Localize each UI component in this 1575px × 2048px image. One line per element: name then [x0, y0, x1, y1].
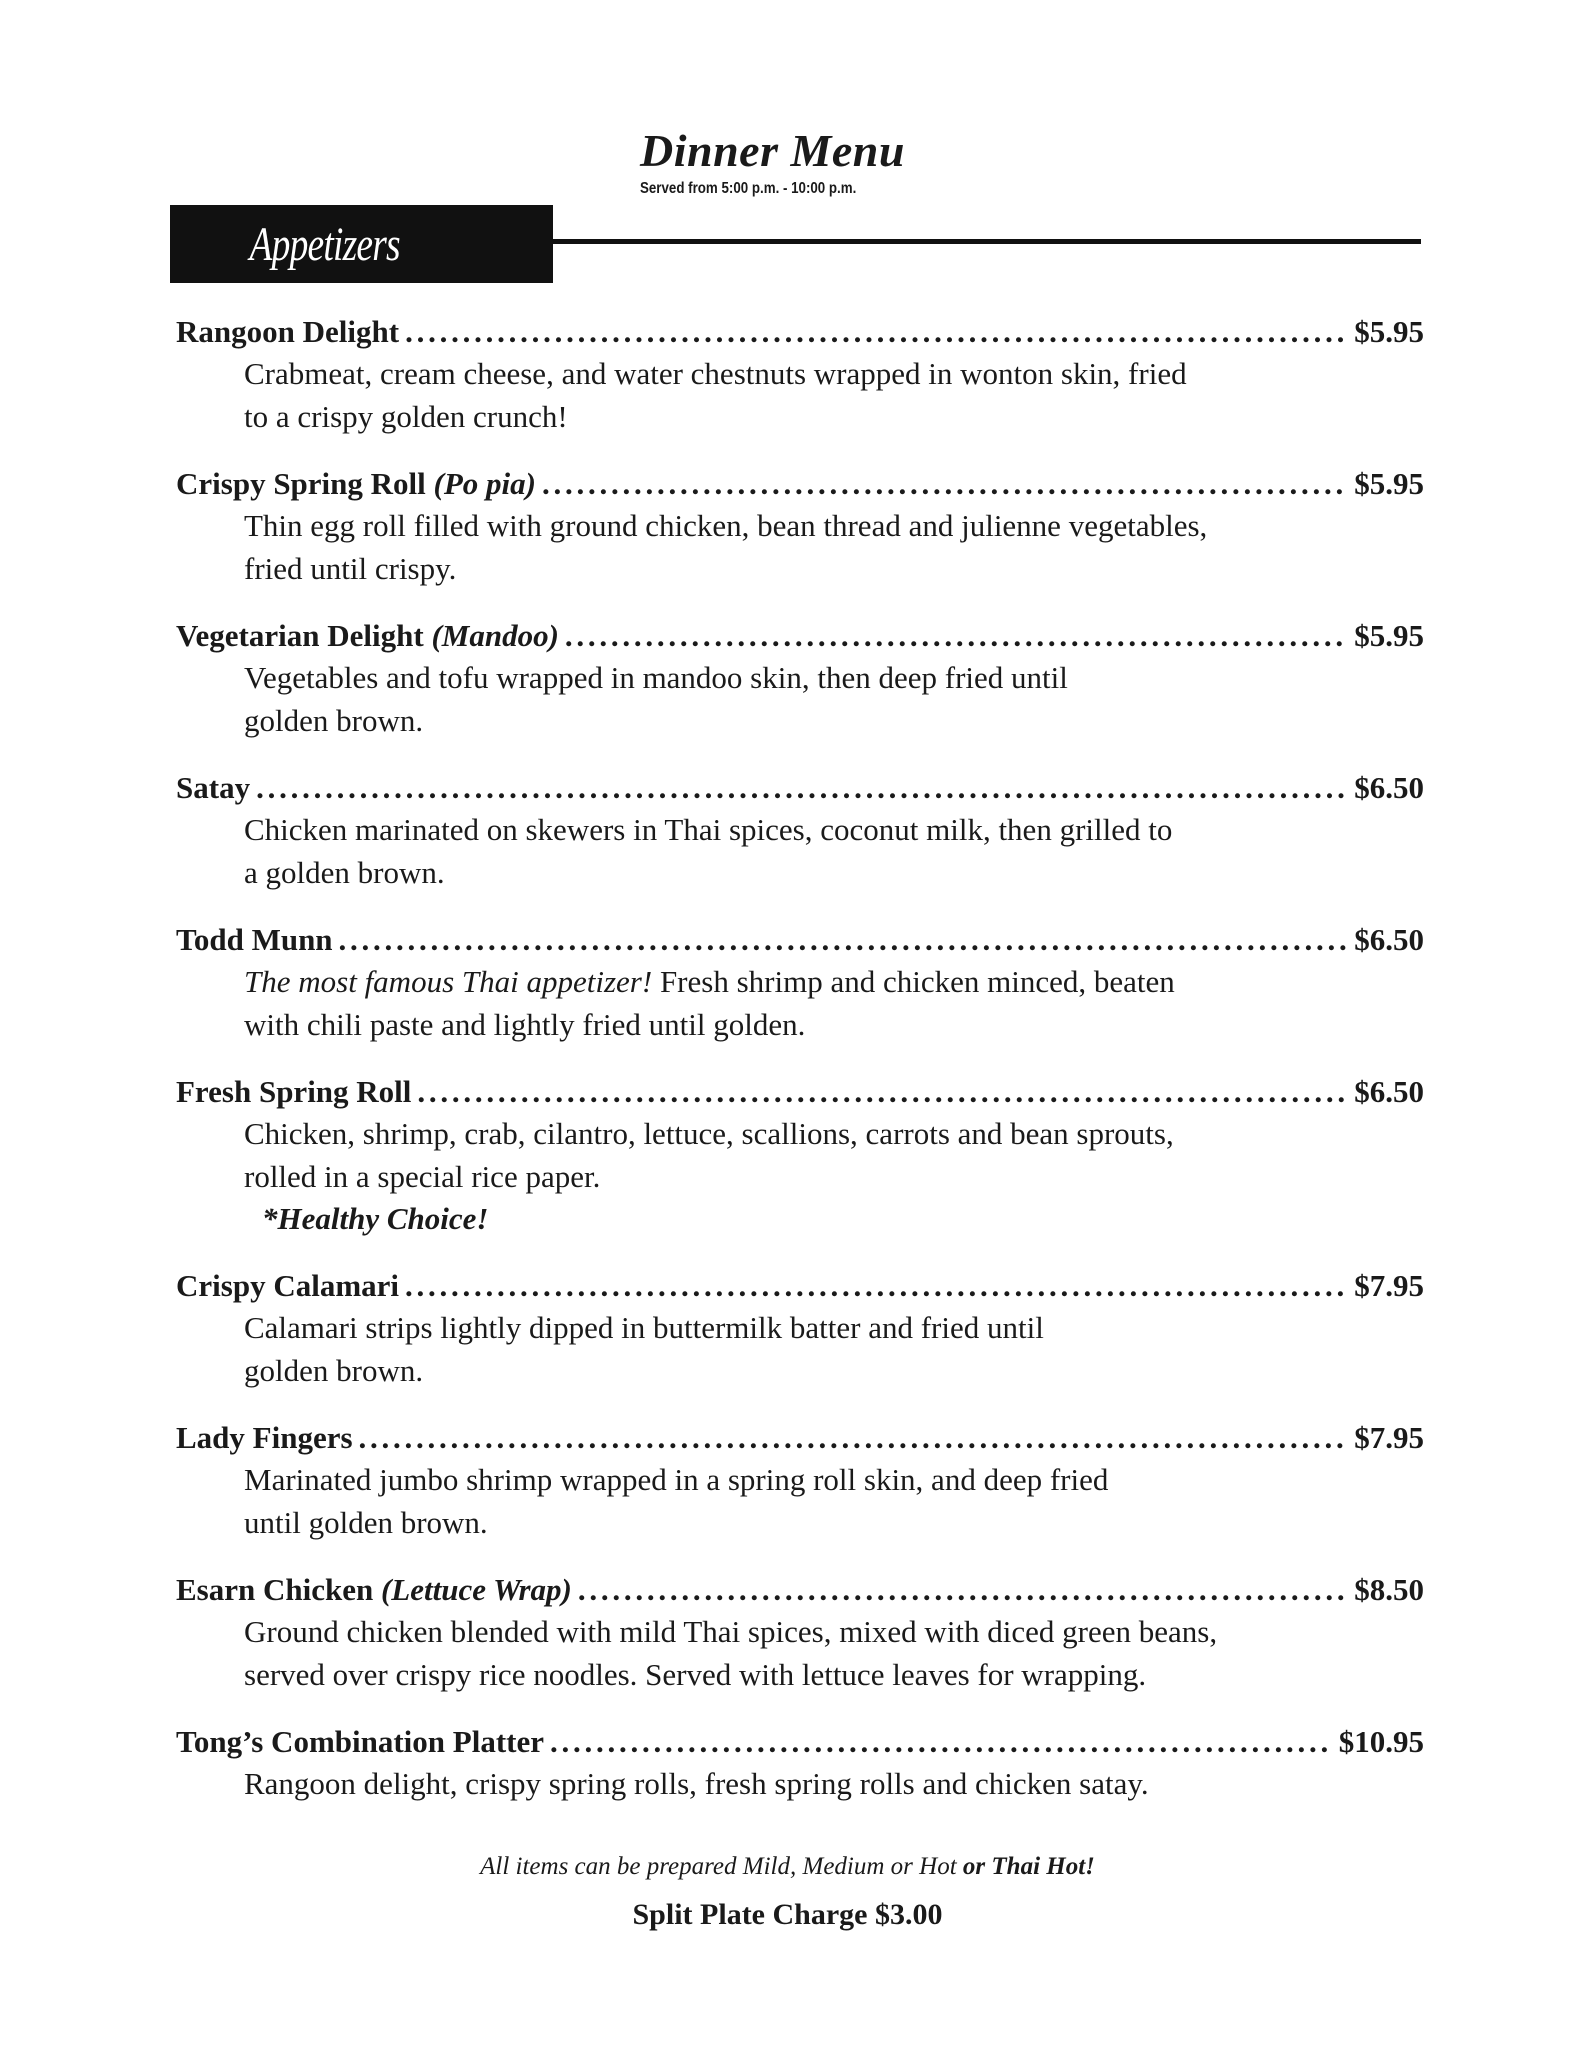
- description-lead: The most famous Thai appetizer!: [244, 964, 653, 999]
- menu-item-alt-name: (Po pia): [433, 466, 536, 501]
- menu-item-price: $6.50: [1354, 922, 1424, 957]
- description-text: Rangoon delight, crispy spring rolls, fresh spring rolls and chicken satay.: [244, 1766, 1149, 1801]
- menu-item-name: [176, 1722, 544, 1762]
- description-line: [244, 1349, 1424, 1392]
- menu-item-description: [176, 504, 1424, 590]
- menu-item-note: *Healthy Choice!: [262, 1201, 489, 1236]
- description-line: [244, 1112, 1424, 1155]
- description-text: Ground chicken blended with mild Thai spices, mixed with diced green beans,: [244, 1614, 1218, 1649]
- description-line: [244, 656, 1424, 699]
- menu-item: [176, 312, 1424, 438]
- menu-item-price: $10.95: [1338, 1724, 1424, 1759]
- menu-item-name-text: Esarn Chicken: [176, 1572, 381, 1607]
- menu-item-header: [176, 768, 1424, 808]
- menu-item-description: [176, 1610, 1424, 1696]
- menu-item-alt-name: (Mandoo): [431, 618, 559, 653]
- description-text: golden brown.: [244, 1353, 424, 1388]
- description-text: to a crispy golden crunch!: [244, 399, 568, 434]
- description-line: [244, 808, 1424, 851]
- menu-item-name: [176, 464, 536, 504]
- menu-item-price: $6.50: [1354, 770, 1424, 805]
- description-line: [244, 1458, 1424, 1501]
- description-line: [244, 395, 1424, 438]
- description-line: [244, 547, 1424, 590]
- dot-leader: [542, 464, 1348, 504]
- menu-item-name-text: Satay: [176, 770, 251, 805]
- description-line: [244, 960, 1424, 1003]
- menu-item-description: [176, 352, 1424, 438]
- menu-item-name: [176, 312, 399, 352]
- section-title: Appetizers: [249, 217, 400, 271]
- menu-item-price: $5.95: [1354, 618, 1424, 653]
- menu-item-name: [176, 920, 333, 960]
- description-text: fried until crispy.: [244, 551, 457, 586]
- split-plate-charge: Split Plate Charge $3.00: [632, 1898, 943, 1931]
- description-line: [244, 1306, 1424, 1349]
- menu-item-name-text: Rangoon Delight: [176, 314, 400, 349]
- section-banner: [170, 205, 553, 283]
- menu-item: [176, 920, 1424, 1046]
- description-line: [244, 352, 1424, 395]
- description-line: [244, 1501, 1424, 1544]
- dot-leader: [405, 312, 1348, 352]
- menu-item-header: [176, 616, 1424, 656]
- menu-item-header: [176, 1266, 1424, 1306]
- menu-item: [176, 1570, 1424, 1696]
- menu-item-name-text: Fresh Spring Roll: [176, 1074, 412, 1109]
- menu-item-name-text: Vegetarian Delight: [176, 618, 432, 653]
- dot-leader: [578, 1570, 1348, 1610]
- menu-item-name: [176, 1072, 411, 1112]
- spice-note-text: All items can be prepared Mild, Medium or Hot: [480, 1853, 957, 1880]
- description-line: [244, 504, 1424, 547]
- menu-item-price: $8.50: [1354, 1572, 1424, 1607]
- menu-header: [640, 125, 960, 198]
- spice-note-or: or: [956, 1853, 992, 1880]
- menu-item-header: [176, 1418, 1424, 1458]
- description-line: [244, 1762, 1424, 1805]
- description-text: Calamari strips lightly dipped in buttermilk batter and fried until: [244, 1310, 1044, 1345]
- dot-leader: [359, 1418, 1349, 1458]
- menu-item-header: [176, 1570, 1424, 1610]
- menu-item-description: [176, 960, 1424, 1046]
- description-text: Marinated jumbo shrimp wrapped in a spring roll skin, and deep fried: [244, 1462, 1109, 1497]
- menu-title: Dinner Menu: [640, 125, 905, 176]
- menu-item-name-text: Tong’s Combination Platter: [176, 1724, 545, 1759]
- menu-item-header: [176, 1072, 1424, 1112]
- menu-item-name: [176, 616, 559, 656]
- menu-item: [176, 464, 1424, 590]
- menu-item-price: $5.95: [1354, 466, 1424, 501]
- section-rule: [553, 239, 1421, 244]
- spice-note: [0, 1853, 1575, 1881]
- description-text: Fresh shrimp and chicken minced, beaten: [659, 964, 1175, 999]
- menu-item-description: [176, 1762, 1424, 1805]
- menu-item-header: [176, 312, 1424, 352]
- description-line: [244, 1610, 1424, 1653]
- dot-leader: [339, 920, 1349, 960]
- menu-item-price: $7.95: [1354, 1268, 1424, 1303]
- menu-item-price: $5.95: [1354, 314, 1424, 349]
- menu-item-header: [176, 1722, 1424, 1762]
- menu-item-description: [176, 1112, 1424, 1198]
- dot-leader: [550, 1722, 1333, 1762]
- menu-item-name: [176, 1418, 353, 1458]
- description-text: Chicken marinated on skewers in Thai spices, coconut milk, then grilled to: [244, 812, 1173, 847]
- description-line: [244, 699, 1424, 742]
- menu-item-description: [176, 1306, 1424, 1392]
- menu-item-description: [176, 656, 1424, 742]
- description-line: [244, 1653, 1424, 1696]
- dot-leader: [417, 1072, 1348, 1112]
- dot-leader: [565, 616, 1348, 656]
- dot-leader: [256, 768, 1348, 808]
- menu-item-name-text: Crispy Spring Roll: [176, 466, 434, 501]
- menu-item-name-text: Todd Munn: [176, 922, 333, 957]
- spice-note-thai-hot: Thai Hot!: [991, 1853, 1095, 1880]
- menu-item-header: [176, 920, 1424, 960]
- menu-item-name: [176, 1570, 572, 1610]
- description-text: with chili paste and lightly fried until golden.: [244, 1007, 806, 1042]
- menu-item: [176, 1418, 1424, 1544]
- description-text: Thin egg roll filled with ground chicken, bean thread and julienne vegetables,: [244, 508, 1208, 543]
- dot-leader: [405, 1266, 1348, 1306]
- description-text: golden brown.: [244, 703, 424, 738]
- menu-hours: Served from 5:00 p.m. - 10:00 p.m.: [640, 180, 857, 197]
- description-line: [244, 851, 1424, 894]
- menu-item: [176, 1266, 1424, 1392]
- menu-item: [176, 768, 1424, 894]
- description-text: rolled in a special rice paper.: [244, 1159, 601, 1194]
- menu-item-name: [176, 1266, 399, 1306]
- appetizer-list: [176, 312, 1424, 1805]
- menu-item-price: $7.95: [1354, 1420, 1424, 1455]
- menu-item-description: [176, 808, 1424, 894]
- menu-item: [176, 616, 1424, 742]
- description-text: served over crispy rice noodles. Served with lettuce leaves for wrapping.: [244, 1657, 1147, 1692]
- description-text: a golden brown.: [244, 855, 445, 890]
- menu-item-alt-name: (Lettuce Wrap): [380, 1572, 572, 1607]
- description-text: Chicken, shrimp, crab, cilantro, lettuce, scallions, carrots and bean sprouts,: [244, 1116, 1174, 1151]
- description-line: [244, 1003, 1424, 1046]
- menu-item-name-text: Lady Fingers: [176, 1420, 353, 1455]
- menu-item-description: [176, 1458, 1424, 1544]
- description-text: Crabmeat, cream cheese, and water chestnuts wrapped in wonton skin, fried: [244, 356, 1187, 391]
- menu-item-price: $6.50: [1354, 1074, 1424, 1109]
- description-line: [244, 1155, 1424, 1198]
- description-text: until golden brown.: [244, 1505, 488, 1540]
- menu-item: [176, 1722, 1424, 1805]
- menu-item-name-text: Crispy Calamari: [176, 1268, 400, 1303]
- menu-item-name: [176, 768, 250, 808]
- menu-item: [176, 1072, 1424, 1240]
- menu-item-header: [176, 464, 1424, 504]
- description-text: Vegetables and tofu wrapped in mandoo skin, then deep fried until: [244, 660, 1068, 695]
